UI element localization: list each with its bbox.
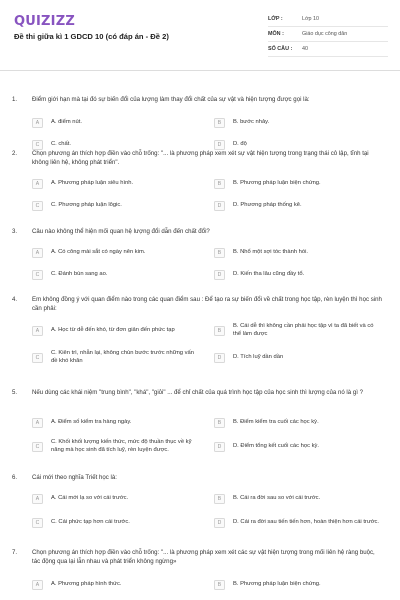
option-letter-box: C bbox=[32, 442, 43, 452]
option-text: A. Điểm số kiểm tra hàng ngày. bbox=[51, 419, 132, 426]
option-b[interactable] bbox=[214, 321, 382, 341]
option-d[interactable] bbox=[214, 348, 382, 368]
question-number: 4. bbox=[12, 296, 18, 303]
option-text: B. Cái dễ thì không cần phải học tập vì ta đã biết và có thể làm được bbox=[233, 323, 374, 337]
option-b[interactable] bbox=[214, 492, 382, 506]
option-letter-box: B bbox=[214, 494, 225, 504]
option-text: A. Phương pháp hình thức. bbox=[51, 581, 122, 588]
question-number: 1. bbox=[12, 96, 18, 103]
option-text: B. Cái ra đời sau so với cái trước. bbox=[233, 495, 321, 502]
option-a[interactable] bbox=[32, 116, 200, 130]
option-text: A. điểm nút. bbox=[51, 119, 82, 126]
document-title: Đề thi giữa kì 1 GDCD 10 (có đáp án - Đề 2) bbox=[14, 32, 169, 41]
option-b[interactable] bbox=[214, 116, 382, 130]
meta-value: 40 bbox=[302, 46, 308, 52]
question-number: 5. bbox=[12, 389, 18, 396]
question-text: Em không đồng ý với quan điểm nào trong các quan điểm sau : Để tạo ra sự biến đổi về chất trong học tập, rèn luyện thì học sinh cần phải: bbox=[32, 296, 382, 312]
option-text: C. Khối khối lượng kiến thức, mức độ thuần thục về kỹ năng mà học sinh đã tích luỹ, rèn luyện được. bbox=[51, 439, 192, 453]
option-letter-box: D bbox=[214, 201, 225, 211]
option-text: A. Phương pháp luận siêu hình. bbox=[51, 180, 134, 187]
option-letter-box: A bbox=[32, 580, 43, 590]
option-text: D. Kiến tha lâu cũng đầy tổ. bbox=[233, 271, 305, 278]
option-text: A. Có công mài sắt có ngày nên kim. bbox=[51, 249, 146, 256]
header-divider bbox=[0, 70, 400, 71]
option-letter-box: C bbox=[32, 270, 43, 280]
option-a[interactable] bbox=[32, 578, 200, 592]
option-text: C. Cái phức tạp hơn cái trước. bbox=[51, 519, 130, 526]
option-text: D. Tích luỹ dần dần bbox=[233, 354, 284, 361]
option-text: A. Cái mới lạ so với cái trước. bbox=[51, 495, 129, 502]
option-letter-box: D bbox=[214, 442, 225, 452]
quizizz-logo: QUIZIZZ bbox=[14, 14, 75, 29]
meta-row-class bbox=[268, 12, 388, 27]
option-letter-box: C bbox=[32, 353, 43, 363]
option-d[interactable] bbox=[214, 513, 382, 533]
option-letter-box: C bbox=[32, 140, 43, 150]
option-letter-box: C bbox=[32, 518, 43, 528]
option-a[interactable] bbox=[32, 177, 200, 191]
option-text: C. Kiên trì, nhẫn lại, không chùn bước trước những vấn đề khó khăn bbox=[51, 350, 194, 364]
option-letter-box: A bbox=[32, 494, 43, 504]
option-c[interactable] bbox=[32, 437, 200, 457]
meta-key: MÔN : bbox=[268, 31, 284, 37]
meta-key: LỚP : bbox=[268, 16, 283, 22]
meta-key: SỐ CÂU : bbox=[268, 46, 293, 52]
option-letter-box: A bbox=[32, 248, 43, 258]
option-text: B. Phương pháp luận biện chứng. bbox=[233, 581, 321, 588]
option-c[interactable] bbox=[32, 199, 200, 213]
option-letter-box: D bbox=[214, 270, 225, 280]
question-text: Điểm giới hạn mà tại đó sự biến đổi của lượng làm thay đổi chất của sự vật và hiện tượng được gọi là: bbox=[32, 96, 310, 103]
meta-row-question-count bbox=[268, 42, 388, 57]
option-text: B. bước nhảy. bbox=[233, 119, 270, 126]
option-letter-box: B bbox=[214, 248, 225, 258]
option-text: C. Phương pháp luận lôgic. bbox=[51, 202, 122, 209]
option-letter-box: D bbox=[214, 140, 225, 150]
option-letter-box: B bbox=[214, 118, 225, 128]
option-b[interactable] bbox=[214, 246, 382, 260]
option-c[interactable] bbox=[32, 516, 200, 530]
option-letter-box: B bbox=[214, 326, 225, 336]
option-text: D. độ bbox=[233, 141, 247, 148]
option-a[interactable] bbox=[32, 416, 200, 430]
option-letter-box: A bbox=[32, 118, 43, 128]
option-letter-box: A bbox=[32, 179, 43, 189]
question-number: 6. bbox=[12, 474, 18, 481]
option-b[interactable] bbox=[214, 578, 382, 592]
option-a[interactable] bbox=[32, 321, 200, 341]
question-number: 2. bbox=[12, 150, 18, 157]
option-c[interactable] bbox=[32, 268, 200, 282]
option-letter-box: B bbox=[214, 418, 225, 428]
meta-table bbox=[268, 12, 388, 57]
option-letter-box: B bbox=[214, 580, 225, 590]
option-text: B. Điểm kiểm tra cuối các học kỳ. bbox=[233, 419, 319, 426]
meta-row-subject bbox=[268, 27, 388, 42]
option-text: C. Đánh bùn sang ao. bbox=[51, 271, 108, 278]
option-a[interactable] bbox=[32, 246, 200, 260]
option-letter-box: B bbox=[214, 179, 225, 189]
question-text: Câu nào không thể hiện mối quan hệ lượng đổi dẫn đến chất đổi? bbox=[32, 228, 210, 235]
option-text: B. Phương pháp luận biện chứng. bbox=[233, 180, 321, 187]
meta-value: Giáo dục công dân bbox=[302, 31, 348, 37]
option-text: D. Cái ra đời sau tiến tiến hơn, hoàn thiện hơn cái trước. bbox=[233, 519, 380, 526]
option-text: C. chất. bbox=[51, 141, 71, 148]
option-a[interactable] bbox=[32, 492, 200, 506]
document-header bbox=[0, 0, 400, 72]
question-text: Chọn phương án thích hợp điền vào chỗ trống: "... là phương pháp xem xét sự vật hiện tượng trong trạng thái cô lập, tĩnh tại không liên hệ, không phát triển". bbox=[32, 150, 369, 166]
option-c[interactable] bbox=[32, 348, 200, 368]
option-d[interactable] bbox=[214, 437, 382, 457]
option-text: A. Học từ dễ đến khó, từ đơn giản đến phức tạp bbox=[51, 327, 175, 334]
option-text: D. Phương pháp thống kê. bbox=[233, 202, 302, 209]
option-b[interactable] bbox=[214, 416, 382, 430]
option-letter-box: A bbox=[32, 418, 43, 428]
meta-value: Lớp 10 bbox=[302, 16, 320, 22]
option-text: D. Điểm tổng kết cuối các học kỳ. bbox=[233, 443, 320, 450]
option-letter-box: D bbox=[214, 353, 225, 363]
question-text: Nếu dùng các khái niệm "trung bình", "khá", "giỏi" ... để chỉ chất của quá trình học tập của học sinh thì lượng của nó là gì ? bbox=[32, 389, 364, 396]
question-number: 7. bbox=[12, 549, 18, 556]
option-letter-box: D bbox=[214, 518, 225, 528]
option-d[interactable] bbox=[214, 268, 382, 282]
question-text: Cái mới theo nghĩa Triết học là: bbox=[32, 474, 117, 481]
question-number: 3. bbox=[12, 228, 18, 235]
option-text: B. Nhổ một sợi tóc thành hói. bbox=[233, 249, 309, 256]
option-letter-box: A bbox=[32, 326, 43, 336]
question-text: Chọn phương án thích hợp điền vào chỗ trống: "... là phương pháp xem xét các sự vật hiện tượng trong mối liên hệ ràng buộc, tác động qua lại lẫn nhau và phát triển không ngừng» bbox=[32, 549, 375, 565]
option-b[interactable] bbox=[214, 177, 382, 191]
option-letter-box: C bbox=[32, 201, 43, 211]
option-d[interactable] bbox=[214, 199, 382, 213]
